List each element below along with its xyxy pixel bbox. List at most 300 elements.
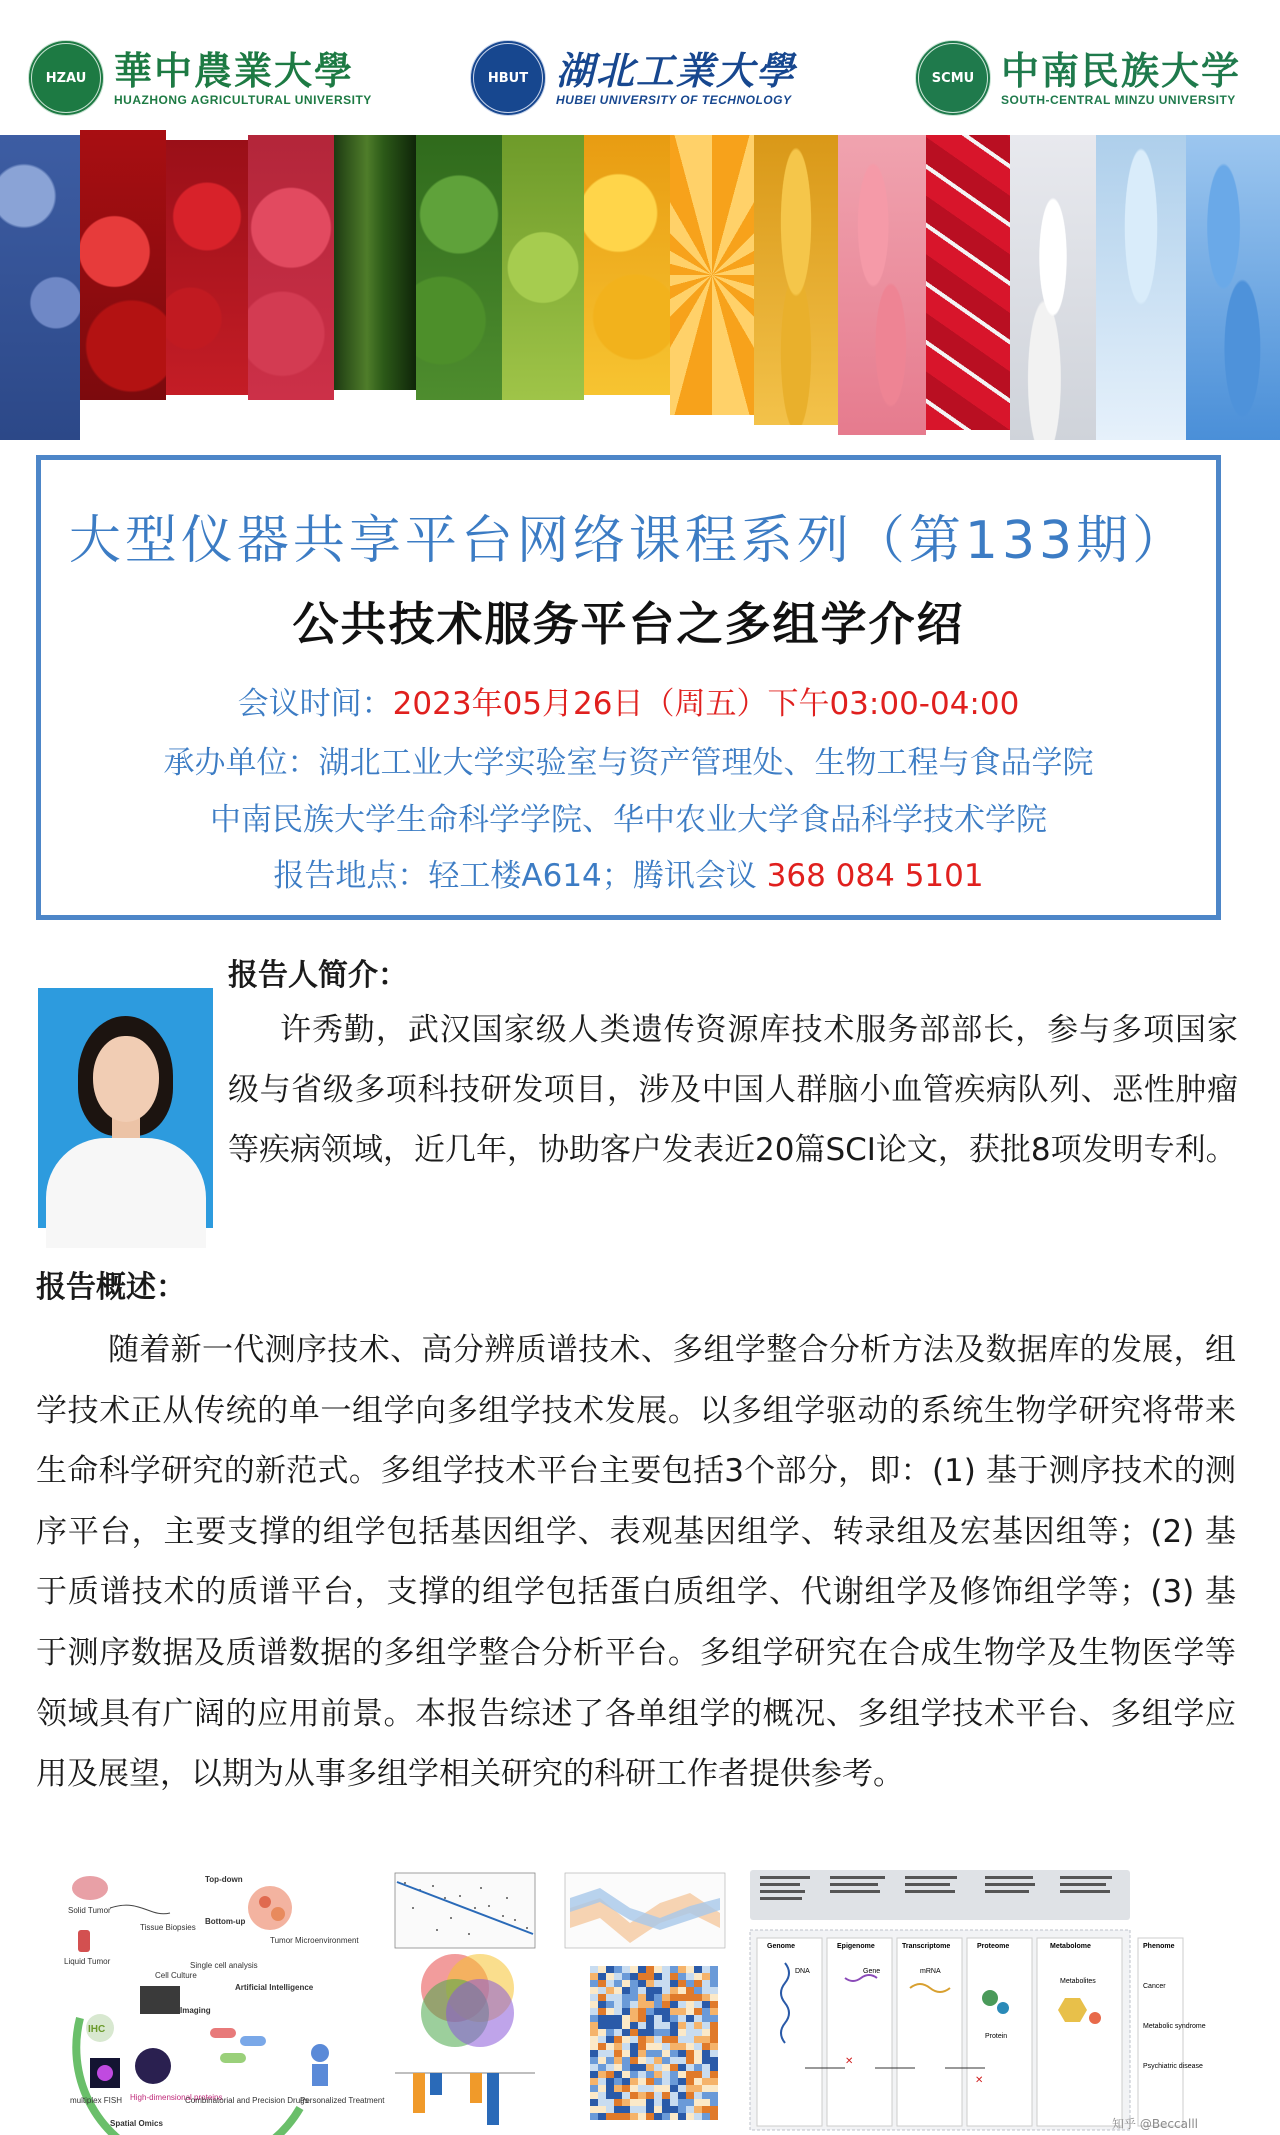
hbut-name-cn: 湖北工業大學 <box>556 48 797 93</box>
item-gene: Gene <box>863 1968 881 1975</box>
heatmap-cell <box>694 2036 702 2043</box>
heatmap-cell <box>606 2106 614 2113</box>
heatmap-cell <box>630 1966 638 1973</box>
heatmap-cell <box>638 1980 646 1987</box>
heatmap-cell <box>630 2113 638 2120</box>
heatmap-cell <box>710 2064 718 2071</box>
heatmap-cell <box>662 2092 670 2099</box>
heatmap-cell <box>670 2015 678 2022</box>
heatmap-cell <box>678 2092 686 2099</box>
heatmap-cell <box>662 2001 670 2008</box>
heatmap-cell <box>702 1973 710 1980</box>
heatmap-cell <box>686 2001 694 2008</box>
heatmap-cell <box>614 2043 622 2050</box>
heatmap-cell <box>686 2085 694 2092</box>
hzau-name-cn: 華中農業大學 <box>114 48 355 93</box>
heatmap-cell <box>638 2015 646 2022</box>
heatmap-cell <box>646 2099 654 2106</box>
heatmap-cell <box>670 2099 678 2106</box>
heatmap-cell <box>646 1987 654 1994</box>
heatmap-cell <box>678 2015 686 2022</box>
heatmap-cell <box>678 2008 686 2015</box>
heatmap-cell <box>710 1987 718 1994</box>
heatmap-cell <box>646 2022 654 2029</box>
heatmap-cell <box>606 2099 614 2106</box>
heatmap-cell <box>646 2008 654 2015</box>
heatmap-cell <box>590 1987 598 1994</box>
heatmap-cell <box>646 2057 654 2064</box>
heatmap-cell <box>694 2022 702 2029</box>
heatmap-cell <box>702 2015 710 2022</box>
heatmap-cell <box>662 2050 670 2057</box>
heatmap-cell <box>710 2001 718 2008</box>
heatmap-cell <box>590 2085 598 2092</box>
heatmap-cell <box>646 2078 654 2085</box>
fig1-label-single-cell: Single cell analysis <box>190 1961 258 1970</box>
cherries-strip <box>80 130 166 400</box>
heatmap-cell <box>638 1973 646 1980</box>
location-line <box>41 850 1216 895</box>
heatmap-cell <box>598 2057 606 2064</box>
heatmap-cell <box>710 2078 718 2085</box>
heatmap-cell <box>598 2064 606 2071</box>
heatmap-cell <box>630 2001 638 2008</box>
heatmap-cell <box>614 2099 622 2106</box>
heatmap-cell <box>590 1973 598 1980</box>
heatmap-cell <box>702 1966 710 1973</box>
precision-oncology-figure <box>60 1868 385 2133</box>
heatmap-cell <box>614 1994 622 2001</box>
heatmap-cell <box>686 2099 694 2106</box>
heatmap-cell <box>614 2022 622 2029</box>
heatmap-cell <box>694 2057 702 2064</box>
heatmap-cell <box>710 2008 718 2015</box>
heatmap-cell <box>598 1980 606 1987</box>
heatmap-cell <box>622 2085 630 2092</box>
item-metabolites: Metabolites <box>1060 1978 1096 1985</box>
heatmap-cell <box>646 2064 654 2071</box>
heatmap-cell <box>646 2043 654 2050</box>
heatmap-cell <box>622 2106 630 2113</box>
heatmap-cell <box>654 2078 662 2085</box>
heatmap-cell <box>606 2085 614 2092</box>
heatmap-cell <box>670 2029 678 2036</box>
heatmap-cell <box>654 2106 662 2113</box>
heatmap-cell <box>670 2113 678 2120</box>
heatmap-cell <box>670 2057 678 2064</box>
heatmap-cell <box>598 2099 606 2106</box>
heatmap-cell <box>590 2099 598 2106</box>
heatmap-cell <box>606 1973 614 1980</box>
hzau-seal-icon: HZAU <box>28 40 104 116</box>
heatmap-cell <box>694 1994 702 2001</box>
heatmap-cell <box>702 2036 710 2043</box>
item-metabolic: Metabolic syndrome <box>1143 2023 1206 2030</box>
heatmap-cell <box>686 2036 694 2043</box>
scmu-seal-icon: SCMU <box>915 40 991 116</box>
heatmap-cell <box>630 2015 638 2022</box>
heatmap-cell <box>686 2022 694 2029</box>
organizer-value-1: 湖北工业大学实验室与资产管理处、生物工程与食品学院 <box>318 745 1094 781</box>
heatmap-cell <box>654 2029 662 2036</box>
heatmap-cell <box>622 2043 630 2050</box>
omics-layers-figure <box>745 1868 1206 2133</box>
heatmap-cell <box>638 2113 646 2120</box>
heatmap-cell <box>630 2064 638 2071</box>
heatmap-cell <box>702 1987 710 1994</box>
heatmap-cell <box>590 2050 598 2057</box>
heatmap-cell <box>598 1987 606 1994</box>
heatmap-cell <box>630 2057 638 2064</box>
heatmap-cell <box>646 2092 654 2099</box>
fig1-label-tissue-biopsies: Tissue Biopsies <box>140 1923 196 1932</box>
heatmap-cell <box>622 1987 630 1994</box>
abstract-text: 随着新一代测序技术、高分辨质谱技术、多组学整合分析方法及数据库的发展，组学技术正从传统的单一组学向多组学技术发展。以多组学驱动的系统生物学研究将带来生命科学研究的新范式。多组学技术平台主要包括3个部分，即：(1) 基于测序技术的测序平台，主要支撑的组学包括基因组学、表观基因组学、转录组及宏基因组等；(2) 基于质谱技术的质谱平台，支撑的组学包括蛋白质组学、代谢组学及修饰组学等；(3) 基于测序数据及质谱数据的多组学整合分析平台。多组学研究在合成生物学及生物医学等领域具有广阔的应用前景。本报告综述了各单组学的概况、多组学技术平台、多组学应用及展望，以期为从事多组学相关研究的科研工作者提供参考。 <box>36 1332 1236 1793</box>
heatmap-cell <box>630 2050 638 2057</box>
heatmap-cell <box>654 1994 662 2001</box>
heatmap-cell <box>598 2071 606 2078</box>
heatmap-cell <box>630 2099 638 2106</box>
heatmap-cell <box>678 2022 686 2029</box>
omics-stats-figure <box>385 1868 545 2133</box>
scmu-name-en: SOUTH-CENTRAL MINZU UNIVERSITY <box>1001 93 1236 107</box>
heatmap-cell <box>662 2043 670 2050</box>
hbut-seal-icon: HBUT <box>470 40 546 116</box>
softgel-capsules-strip <box>754 135 838 425</box>
heatmap-cell <box>662 2057 670 2064</box>
heatmap-cell <box>614 1980 622 1987</box>
heatmap-cell <box>694 2071 702 2078</box>
heatmap-cell <box>614 2113 622 2120</box>
heatmap-cell <box>614 2001 622 2008</box>
heatmap-cell <box>710 2036 718 2043</box>
heatmap-cell <box>702 2050 710 2057</box>
fig1-label-cell-culture: Cell Culture <box>155 1971 197 1980</box>
heatmap-cell <box>670 2036 678 2043</box>
heatmap-cell <box>686 2008 694 2015</box>
heatmap-cell <box>702 2064 710 2071</box>
heatmap-cell <box>702 2106 710 2113</box>
zhihu-watermark: 知乎 @Beccalll <box>1112 2117 1198 2131</box>
heatmap-cell <box>686 2050 694 2057</box>
hbut-name-en: HUBEI UNIVERSITY OF TECHNOLOGY <box>556 93 792 107</box>
heatmap-cell <box>670 2106 678 2113</box>
heatmap-cell <box>606 2001 614 2008</box>
heatmap-cell <box>670 2071 678 2078</box>
heatmap-cell <box>638 2085 646 2092</box>
heatmap-cell <box>638 2001 646 2008</box>
organizer-line-1 <box>41 737 1216 782</box>
heatmap-cell <box>622 2064 630 2071</box>
heatmap-cell <box>622 2099 630 2106</box>
heatmap-cell <box>710 1973 718 1980</box>
heatmap-cell <box>710 2085 718 2092</box>
heatmap-cell <box>614 2092 622 2099</box>
heatmap-cell <box>678 2050 686 2057</box>
heatmap-cell <box>646 2085 654 2092</box>
heatmap-cell <box>654 2064 662 2071</box>
main-title: 公共技术服务平台之多组学介绍 <box>292 597 965 651</box>
heatmap-cell <box>590 2113 598 2120</box>
location-value: 轻工楼A614；腾讯会议 <box>428 858 767 894</box>
heatmap-cell <box>710 2029 718 2036</box>
heatmap-cell <box>686 2057 694 2064</box>
heatmap-cell <box>654 2043 662 2050</box>
heatmap-cell <box>606 2043 614 2050</box>
heatmap-cell <box>654 2113 662 2120</box>
heatmap-cell <box>678 1987 686 1994</box>
heatmap-cell <box>590 2057 598 2064</box>
heatmap-cell <box>598 2106 606 2113</box>
heatmap-cell <box>678 2064 686 2071</box>
heatmap-cell <box>590 2001 598 2008</box>
fig1-label-fish: multiplex FISH <box>70 2096 123 2105</box>
heatmap-cell <box>622 2078 630 2085</box>
heatmap-cell <box>686 2078 694 2085</box>
fig1-label-personalized: Personalized Treatment <box>300 2096 385 2105</box>
heatmap-cell <box>606 1966 614 1973</box>
abstract-heading: 报告概述： <box>36 1270 186 1305</box>
heatmap-cell <box>670 1973 678 1980</box>
heatmap-cell <box>630 1987 638 1994</box>
heatmap-cell <box>614 2050 622 2057</box>
heatmap-cell <box>646 1973 654 1980</box>
heatmap-cell <box>710 2050 718 2057</box>
heatmap-cell <box>710 2022 718 2029</box>
heatmap-cell <box>622 1966 630 1973</box>
heatmap-cell <box>662 1980 670 1987</box>
heatmap-cell <box>622 2029 630 2036</box>
heatmap-cell <box>622 2057 630 2064</box>
heatmap-cell <box>670 2092 678 2099</box>
heatmap-cell <box>598 2008 606 2015</box>
heatmap-cell <box>598 2043 606 2050</box>
heatmap-cell <box>614 2064 622 2071</box>
heatmap-cell <box>702 2029 710 2036</box>
heatmap-cell <box>630 1973 638 1980</box>
heatmap-cell <box>654 2071 662 2078</box>
heatmap-cell <box>710 2043 718 2050</box>
heatmap-cell <box>662 1966 670 1973</box>
heatmap-cell <box>654 2022 662 2029</box>
heatmap-cell <box>710 2015 718 2022</box>
heatmap-cell <box>662 2008 670 2015</box>
svg-text:✕: ✕ <box>845 2056 854 2067</box>
heatmap-cell <box>614 2057 622 2064</box>
heatmap-cell <box>630 2022 638 2029</box>
heatmap-cell <box>694 2078 702 2085</box>
heatmap-cell <box>662 1973 670 1980</box>
organizer-line-2: 中南民族大学生命科学学院、华中农业大学食品科学技术学院 <box>210 802 1047 838</box>
heatmap-cell <box>670 2001 678 2008</box>
heatmap-cell <box>678 2113 686 2120</box>
cucumber-strip <box>334 135 416 390</box>
fig1-label-liquid-tumor: Liquid Tumor <box>64 1957 111 1966</box>
greens-strip <box>502 135 584 400</box>
heatmap-cell <box>598 2036 606 2043</box>
svg-text:✕: ✕ <box>975 2075 984 2086</box>
heatmap-cell <box>630 2071 638 2078</box>
raspberries-strip <box>248 135 334 400</box>
heatmap-cell <box>670 1980 678 1987</box>
white-pills-strip <box>1010 135 1096 440</box>
fig1-label-tme: Tumor Microenvironment <box>270 1936 359 1945</box>
heatmap-cell <box>654 2057 662 2064</box>
heatmap-cell <box>662 2022 670 2029</box>
heatmap-cell <box>710 2113 718 2120</box>
col-phenome: Phenome <box>1143 1943 1175 1950</box>
meeting-time-line <box>41 678 1216 723</box>
heatmap-cell <box>678 1973 686 1980</box>
fig1-label-hd-proteins: High-dimensional proteins <box>130 2093 223 2102</box>
heatmap-cell <box>694 2113 702 2120</box>
heatmap-cell <box>614 2106 622 2113</box>
heatmap-cell <box>694 1973 702 1980</box>
item-cancer: Cancer <box>1143 1983 1166 1990</box>
heatmap-cell <box>702 2001 710 2008</box>
col-proteome: Proteome <box>977 1943 1010 1950</box>
heatmap-cell <box>670 2085 678 2092</box>
speaker-bio: 许秀勤，武汉国家级人类遗传资源库技术服务部部长，参与多项国家级与省级多项科技研发项目，涉及中国人群脑小血管疾病队列、恶性肿瘤等疾病领域，近几年，协助客户发表近20篇SCI论文，获批8项发明专利。 <box>228 1012 1238 1168</box>
heatmap-cell <box>614 1987 622 1994</box>
heatmap-cell <box>710 1966 718 1973</box>
heatmap-cell <box>630 2036 638 2043</box>
heatmap-cell <box>590 2008 598 2015</box>
series-title: 大型仪器共享平台网络课程系列（第133期） <box>68 511 1189 571</box>
heatmap-cell <box>710 2057 718 2064</box>
heatmap-cell <box>694 1966 702 1973</box>
heatmap-cell <box>590 2071 598 2078</box>
heatmap-cell <box>614 1966 622 1973</box>
heatmap-cell <box>654 2015 662 2022</box>
university-logos-header <box>0 0 1280 135</box>
fig1-label-ihc: IHC <box>88 2024 106 2035</box>
heatmap-cell <box>646 1994 654 2001</box>
heatmap-cell <box>622 2001 630 2008</box>
heatmap-cell <box>654 1966 662 1973</box>
heatmap-cell <box>678 2085 686 2092</box>
fig1-label-solid-tumor: Solid Tumor <box>68 1906 111 1915</box>
heatmap-cell <box>670 1987 678 1994</box>
item-mrna: mRNA <box>920 1968 941 1975</box>
heatmap-cell <box>614 2071 622 2078</box>
broccoli-strip <box>416 135 502 400</box>
speaker-photo <box>38 988 213 1228</box>
heatmap-cell <box>694 2050 702 2057</box>
heatmap-cell <box>638 2106 646 2113</box>
heatmap-cell <box>694 1980 702 1987</box>
heatmap-cell <box>694 2064 702 2071</box>
heatmap-cell <box>678 2036 686 2043</box>
item-psychiatric: Psychiatric disease <box>1143 2063 1203 2070</box>
meeting-time-label: 会议时间： <box>237 686 393 722</box>
heatmap-cell <box>622 2113 630 2120</box>
heatmap-cell <box>590 1980 598 1987</box>
heatmap-grid <box>590 1966 718 2120</box>
heatmap-cell <box>662 2113 670 2120</box>
col-transcriptome: Transcriptome <box>902 1943 951 1950</box>
scmu-logo <box>915 38 1241 118</box>
hzau-name-en: HUAZHONG AGRICULTURAL UNIVERSITY <box>114 93 372 107</box>
heatmap-cell <box>606 2036 614 2043</box>
orange-slice-strip <box>670 135 754 415</box>
heatmap-cell <box>654 1987 662 1994</box>
heatmap-cell <box>686 1987 694 1994</box>
heatmap-cell <box>590 2078 598 2085</box>
location-label: 报告地点： <box>273 858 429 894</box>
heatmap-cell <box>590 2036 598 2043</box>
heatmap-cell <box>646 2113 654 2120</box>
fig1-label-drugs: Combinatorial and Precision Drugs <box>185 2096 309 2105</box>
heatmap-cell <box>702 2092 710 2099</box>
heatmap-cell <box>686 2029 694 2036</box>
heatmap-cell <box>702 1980 710 1987</box>
heatmap-cell <box>598 2001 606 2008</box>
heatmap-cell <box>630 2085 638 2092</box>
item-protein: Protein <box>985 2033 1008 2040</box>
heatmap-cell <box>686 2015 694 2022</box>
heatmap-cell <box>646 2106 654 2113</box>
heatmap-cell <box>638 2050 646 2057</box>
heatmap-cell <box>654 2001 662 2008</box>
meeting-time-value: 2023年05月26日（周五）下午03:00-04:00 <box>392 686 1020 722</box>
heatmap-cell <box>606 2071 614 2078</box>
heatmap-cell <box>694 2043 702 2050</box>
heatmap-cell <box>702 2078 710 2085</box>
heatmap-cell <box>606 1980 614 1987</box>
heatmap-cell <box>654 2099 662 2106</box>
heatmap-cell <box>614 2078 622 2085</box>
heatmap-cell <box>598 2050 606 2057</box>
heatmap-cell <box>710 2099 718 2106</box>
heatmap-cell <box>686 2106 694 2113</box>
heatmap-cell <box>614 2036 622 2043</box>
heatmap-cell <box>646 1966 654 1973</box>
heatmap-cell <box>694 2001 702 2008</box>
heatmap-cell <box>686 1966 694 1973</box>
heatmap-cell <box>670 2050 678 2057</box>
heatmap-cell <box>622 1980 630 1987</box>
heatmap-cell <box>598 1994 606 2001</box>
heatmap-cell <box>622 1994 630 2001</box>
heatmap-cell <box>662 2106 670 2113</box>
heatmap-cell <box>606 2064 614 2071</box>
heatmap-cell <box>702 2113 710 2120</box>
tencent-meeting-id: 368 084 5101 <box>766 858 984 894</box>
heatmap-cell <box>598 2015 606 2022</box>
heatmap-cell <box>646 2029 654 2036</box>
heatmap-cell <box>598 2085 606 2092</box>
heatmap-cell <box>694 2106 702 2113</box>
event-title-box <box>36 455 1221 920</box>
heatmap-cell <box>702 2043 710 2050</box>
heatmap-cell <box>606 2113 614 2120</box>
heatmap-cell <box>598 2029 606 2036</box>
heatmap-cell <box>606 2029 614 2036</box>
heatmap-cell <box>638 2022 646 2029</box>
heatmap-cell <box>702 2071 710 2078</box>
fig1-label-spatial-omics: Spatial Omics <box>110 2119 163 2128</box>
heatmap-cell <box>622 2022 630 2029</box>
fig1-label-ai: Artificial Intelligence <box>235 1983 314 1992</box>
heatmap-cell <box>662 2078 670 2085</box>
heatmap-cell <box>606 2078 614 2085</box>
heatmap-cell <box>702 2057 710 2064</box>
heatmap-cell <box>686 2064 694 2071</box>
heatmap-cell <box>630 2008 638 2015</box>
heatmap-cell <box>686 2113 694 2120</box>
heatmap-cell <box>710 2106 718 2113</box>
